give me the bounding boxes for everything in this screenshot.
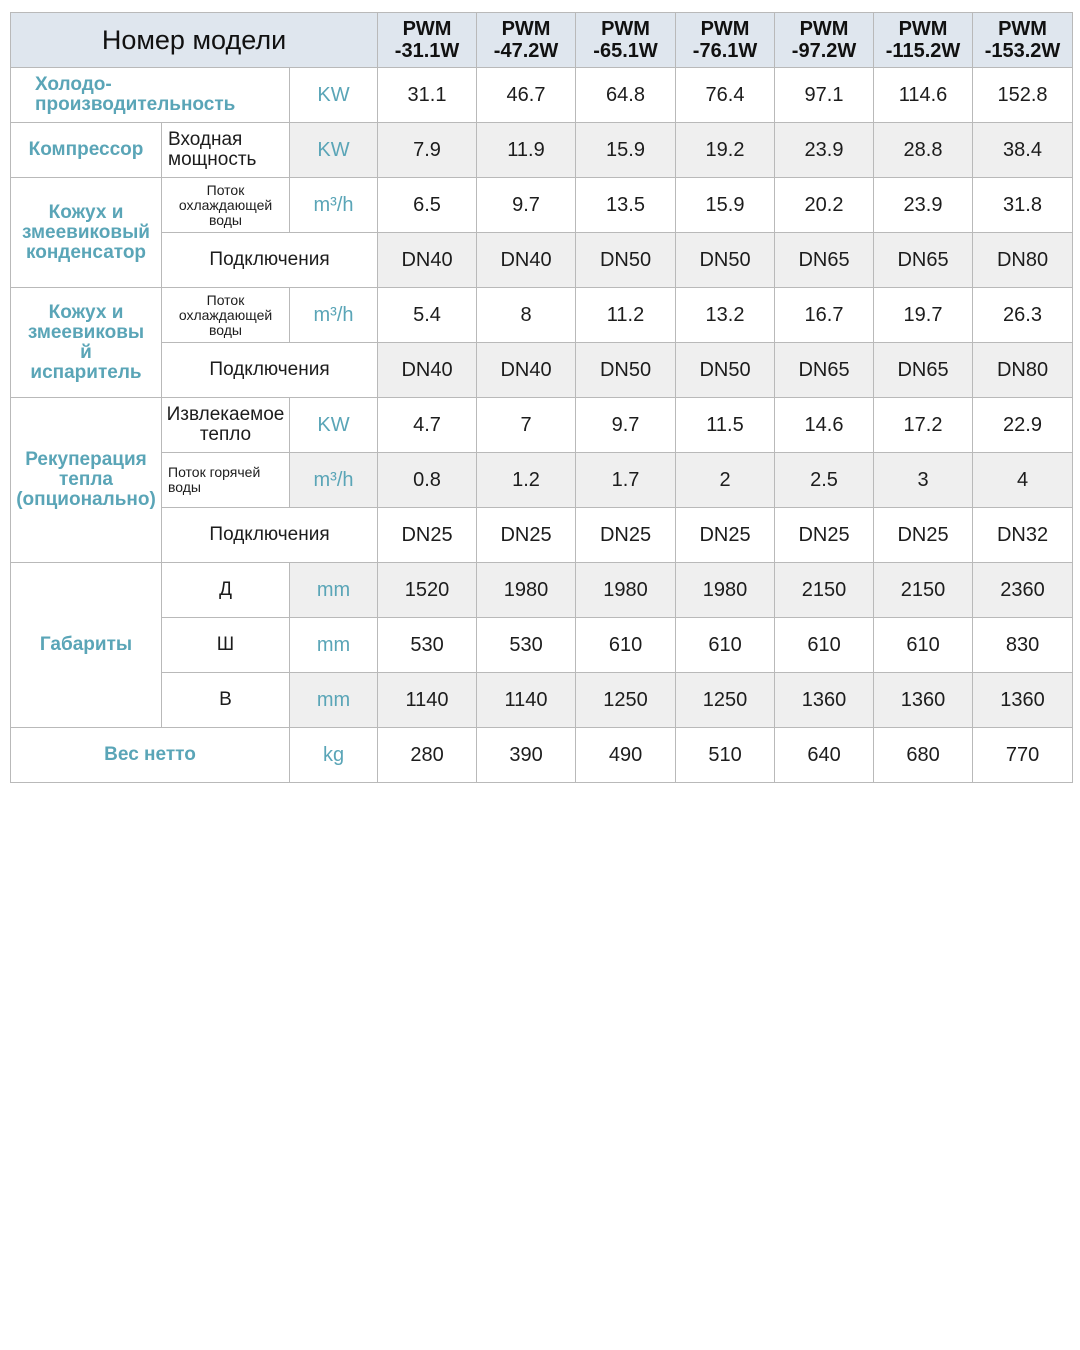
label-evaporator: Кожух и змеевиковы й испаритель <box>11 288 162 398</box>
sub-evaporator-conn: Подключения <box>162 343 378 398</box>
cell: 530 <box>477 618 576 673</box>
model-header: PWM -76.1W <box>676 13 775 68</box>
cell: 610 <box>775 618 874 673</box>
cell: 11.5 <box>676 398 775 453</box>
row-weight <box>11 728 1073 783</box>
cell: 13.2 <box>676 288 775 343</box>
row-dim-length <box>11 563 1073 618</box>
cell: DN50 <box>676 233 775 288</box>
cell: 610 <box>576 618 676 673</box>
cell: 7 <box>477 398 576 453</box>
model-header: PWM -115.2W <box>874 13 973 68</box>
row-recovery-conn <box>11 508 1073 563</box>
cell: 770 <box>973 728 1073 783</box>
unit-evaporator-flow: m³/h <box>290 288 378 343</box>
cell: 8 <box>477 288 576 343</box>
cell: 31.8 <box>973 178 1073 233</box>
cell: 15.9 <box>676 178 775 233</box>
cell: 1360 <box>775 673 874 728</box>
cell: 1.2 <box>477 453 576 508</box>
cell: 2.5 <box>775 453 874 508</box>
model-header: PWM -153.2W <box>973 13 1073 68</box>
cell: 46.7 <box>477 68 576 123</box>
cell: 152.8 <box>973 68 1073 123</box>
cell: DN25 <box>477 508 576 563</box>
unit-condenser-flow: m³/h <box>290 178 378 233</box>
sub-recovery-conn: Подключения <box>162 508 378 563</box>
row-evaporator-conn <box>11 343 1073 398</box>
header-row <box>11 13 1073 68</box>
unit-compressor: KW <box>290 123 378 178</box>
cell: 1140 <box>477 673 576 728</box>
cell: DN25 <box>576 508 676 563</box>
cell: 610 <box>676 618 775 673</box>
cell: 76.4 <box>676 68 775 123</box>
cell: 510 <box>676 728 775 783</box>
cell: 15.9 <box>576 123 676 178</box>
row-evaporator-flow <box>11 288 1073 343</box>
cell: 1360 <box>973 673 1073 728</box>
row-compressor <box>11 123 1073 178</box>
cell: DN65 <box>775 233 874 288</box>
model-header: PWM -31.1W <box>378 13 477 68</box>
cell: 97.1 <box>775 68 874 123</box>
sub-recovery-hot: Поток горячей воды <box>162 453 290 508</box>
cell: DN80 <box>973 233 1073 288</box>
cell: 20.2 <box>775 178 874 233</box>
sub-height: В <box>162 673 290 728</box>
cell: 23.9 <box>775 123 874 178</box>
sub-input-power: Входная мощность <box>162 123 290 178</box>
row-dim-width <box>11 618 1073 673</box>
cell: 1.7 <box>576 453 676 508</box>
cell: 17.2 <box>874 398 973 453</box>
cell: 4.7 <box>378 398 477 453</box>
cell: 26.3 <box>973 288 1073 343</box>
cell: 830 <box>973 618 1073 673</box>
cell: 680 <box>874 728 973 783</box>
unit-recovery-hot: m³/h <box>290 453 378 508</box>
sub-condenser-conn: Подключения <box>162 233 378 288</box>
cell: 38.4 <box>973 123 1073 178</box>
cell: 1250 <box>576 673 676 728</box>
model-header: PWM -97.2W <box>775 13 874 68</box>
cell: 3 <box>874 453 973 508</box>
cell: DN25 <box>874 508 973 563</box>
cell: DN50 <box>576 343 676 398</box>
cell: 2150 <box>874 563 973 618</box>
cell: DN50 <box>576 233 676 288</box>
cell: 1980 <box>676 563 775 618</box>
cell: 31.1 <box>378 68 477 123</box>
row-dim-height <box>11 673 1073 728</box>
cell: 23.9 <box>874 178 973 233</box>
cell: 1140 <box>378 673 477 728</box>
cell: 2150 <box>775 563 874 618</box>
cell: 4 <box>973 453 1073 508</box>
cell: DN50 <box>676 343 775 398</box>
cell: 610 <box>874 618 973 673</box>
cell: 11.2 <box>576 288 676 343</box>
label-cooling: Холодо- производительность <box>11 68 290 123</box>
cell: DN25 <box>775 508 874 563</box>
cell: 390 <box>477 728 576 783</box>
row-recovery-heat <box>11 398 1073 453</box>
unit-weight: kg <box>290 728 378 783</box>
cell: 0.8 <box>378 453 477 508</box>
row-cooling <box>11 68 1073 123</box>
label-weight: Вес нетто <box>11 728 290 783</box>
cell: 5.4 <box>378 288 477 343</box>
cell: 530 <box>378 618 477 673</box>
sub-condenser-flow: Поток охлаждающей воды <box>162 178 290 233</box>
sub-recovery-heat: Извлекаемое тепло <box>162 398 290 453</box>
cell: 1360 <box>874 673 973 728</box>
spec-table <box>10 12 1073 783</box>
cell: 19.7 <box>874 288 973 343</box>
label-compressor: Компрессор <box>11 123 162 178</box>
cell: 1520 <box>378 563 477 618</box>
cell: DN65 <box>775 343 874 398</box>
sub-evaporator-flow: Поток охлаждающей воды <box>162 288 290 343</box>
row-recovery-hot <box>11 453 1073 508</box>
cell: DN65 <box>874 233 973 288</box>
sub-length: Д <box>162 563 290 618</box>
cell: DN32 <box>973 508 1073 563</box>
cell: 13.5 <box>576 178 676 233</box>
unit-cooling: KW <box>290 68 378 123</box>
cell: 114.6 <box>874 68 973 123</box>
cell: DN40 <box>477 343 576 398</box>
cell: 1980 <box>576 563 676 618</box>
cell: DN80 <box>973 343 1073 398</box>
cell: DN40 <box>378 233 477 288</box>
cell: 11.9 <box>477 123 576 178</box>
cell: 1980 <box>477 563 576 618</box>
cell: 19.2 <box>676 123 775 178</box>
cell: 280 <box>378 728 477 783</box>
unit-width: mm <box>290 618 378 673</box>
cell: DN25 <box>676 508 775 563</box>
cell: 28.8 <box>874 123 973 178</box>
cell: 2360 <box>973 563 1073 618</box>
cell: DN40 <box>477 233 576 288</box>
unit-recovery-heat: KW <box>290 398 378 453</box>
row-condenser-conn <box>11 233 1073 288</box>
unit-length: mm <box>290 563 378 618</box>
row-condenser-flow <box>11 178 1073 233</box>
label-recovery: Рекуперация тепла (опционально) <box>11 398 162 563</box>
cell: 16.7 <box>775 288 874 343</box>
cell: DN40 <box>378 343 477 398</box>
cell: 640 <box>775 728 874 783</box>
cell: 2 <box>676 453 775 508</box>
cell: 22.9 <box>973 398 1073 453</box>
cell: 6.5 <box>378 178 477 233</box>
table-title: Номер модели <box>11 13 378 68</box>
cell: 9.7 <box>576 398 676 453</box>
label-condenser: Кожух и змеевиковый конденсатор <box>11 178 162 288</box>
label-dimensions: Габариты <box>11 563 162 728</box>
cell: 490 <box>576 728 676 783</box>
model-header: PWM -65.1W <box>576 13 676 68</box>
cell: 64.8 <box>576 68 676 123</box>
unit-height: mm <box>290 673 378 728</box>
cell: 7.9 <box>378 123 477 178</box>
cell: 9.7 <box>477 178 576 233</box>
cell: DN65 <box>874 343 973 398</box>
cell: 14.6 <box>775 398 874 453</box>
sub-width: Ш <box>162 618 290 673</box>
model-header: PWM -47.2W <box>477 13 576 68</box>
cell: DN25 <box>378 508 477 563</box>
cell: 1250 <box>676 673 775 728</box>
